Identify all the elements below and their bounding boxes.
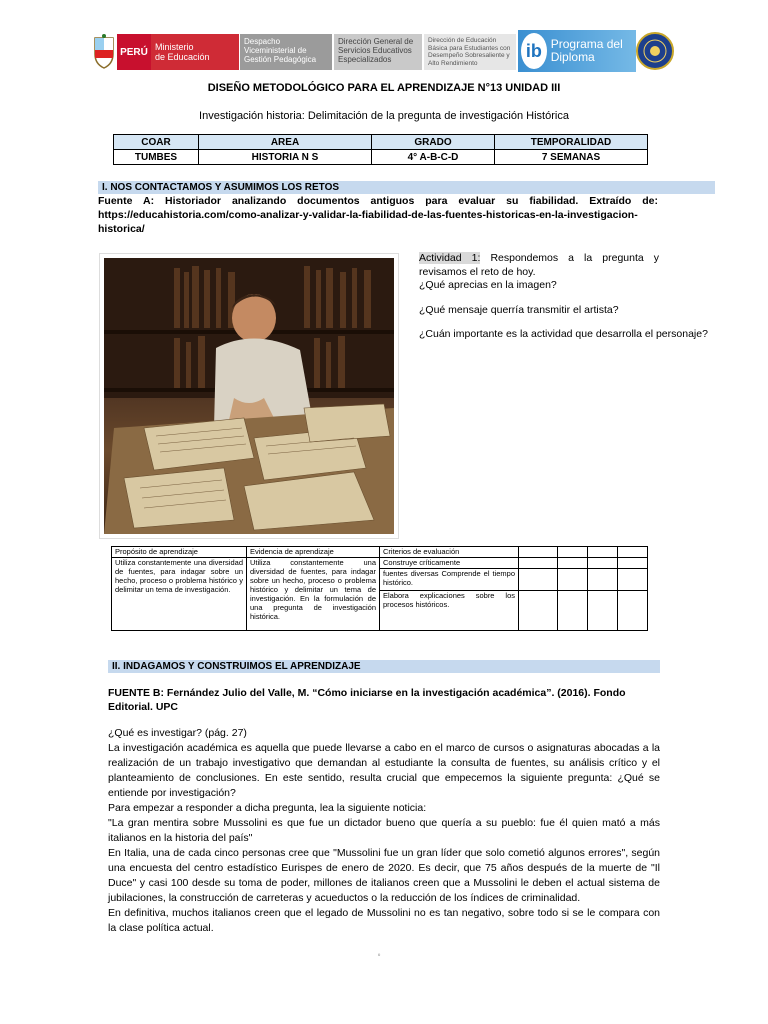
ministerio-logo: Ministerio de Educación <box>151 34 239 70</box>
eval-empty-cell <box>558 547 588 558</box>
page-mark: º <box>378 954 381 960</box>
body-paragraph-5: En definitiva, muchos italianos creen que el legado de Mussolini no es tan negativo, sobre todo si se le compara con la clase política actual. <box>108 907 660 934</box>
eval-header-row <box>112 547 648 558</box>
eval-empty-cell <box>519 547 558 558</box>
body-paragraph-2: Para empezar a responder a dicha pregunta, lea la siguiente noticia: <box>108 802 427 814</box>
document-title: DISEÑO METODOLÓGICO PARA EL APRENDIZAJE N°13 UNIDAD III <box>207 82 561 94</box>
body-quote: "La gran mentira sobre Mussolini es que fue un dictador bueno que quería a su pueblo: fue él quien mató a más italianos en la historia del país" <box>108 817 660 844</box>
eval-empty-cell <box>519 590 558 630</box>
col-grado: GRADO <box>372 135 495 150</box>
info-value-row <box>114 150 648 165</box>
activity-1-intro <box>419 252 659 279</box>
ib-text: Programa del Diploma <box>550 37 623 64</box>
body-paragraph-1: La investigación académica es aquella que puede llevarse a cabo en el marco de cursos o asignaturas abocadas a la realización de un trabajo investigativo que demandan al estudiante la consulta de fuentes, su análisis crítico y el planteamiento de conclusiones. En este sentido, resulta crucial que empecemos la siguiente pregunta: ¿Qué se entiende por investigación? <box>108 742 660 799</box>
eval-empty-cell <box>558 590 588 630</box>
historian-illustration <box>104 258 394 534</box>
direccion-general-logo: Dirección General de Servicios Educativos Especializados <box>334 34 422 70</box>
fuente-b-text: FUENTE B: Fernández Julio del Valle, M. “Cómo iniciarse en la investigación académica”. (2016). Fondo Editorial. UPC <box>108 687 626 713</box>
eval-empty-cell <box>618 547 648 558</box>
col-coar: COAR <box>114 135 199 150</box>
peru-coat-of-arms-logo <box>92 34 116 70</box>
eval-row <box>112 558 648 569</box>
section-1-heading: I. NOS CONTACTAMOS Y ASUMIMOS LOS RETOS <box>98 181 715 194</box>
eval-proposito: Utiliza constantemente una diversidad de fuentes, para indagar sobre un hecho, proceso o problema histórico y delimitar un tema de investigación. <box>112 558 247 631</box>
col-area: AREA <box>199 135 372 150</box>
activity-question-2: ¿Qué mensaje querría transmitir el artista? <box>419 304 619 316</box>
ib-circle-icon: ib <box>521 33 547 69</box>
peru-logo-box: PERÚ <box>117 34 151 70</box>
value-temporalidad: 7 SEMANAS <box>495 150 648 165</box>
activity-question-1: ¿Qué aprecias en la imagen? <box>419 279 557 291</box>
eval-empty-cell <box>618 590 648 630</box>
eval-header-criterios: Criterios de evaluación <box>380 547 519 558</box>
eval-empty-cell <box>558 558 588 569</box>
info-header-row <box>114 135 648 150</box>
eval-empty-cell <box>588 569 618 591</box>
eval-criterio-1: Construye críticamente <box>380 558 519 569</box>
eval-empty-cell <box>519 569 558 591</box>
eval-criterio-2: fuentes diversas Comprende el tiempo histórico. <box>380 569 519 591</box>
activity-question-3: ¿Cuán importante es la actividad que desarrolla el personaje? <box>419 328 708 340</box>
eval-empty-cell <box>618 558 648 569</box>
eval-empty-cell <box>519 558 558 569</box>
ib-diploma-logo <box>518 30 636 72</box>
info-table <box>113 134 648 165</box>
historian-image <box>100 254 398 538</box>
activity-1-label: Actividad 1: <box>419 252 481 264</box>
eval-header-proposito: Propósito de aprendizaje <box>112 547 247 558</box>
despacho-logo: Despacho Viceministerial de Gestión Pedagógica <box>240 34 332 70</box>
direccion-educacion-logo: Dirección de Educación Básica para Estudiantes con Desempeño Sobresaliente y Alto Rendimiento <box>424 34 516 70</box>
eval-empty-cell <box>618 569 648 591</box>
eval-evidencia: Utiliza constantemente una diversidad de fuentes, para indagar sobre un hecho, proceso o problema histórico y delimitar un tema de investigación. En la formulación de una pregunta de investigación histórica. <box>247 558 380 631</box>
value-grado: 4° A-B-C-D <box>372 150 495 165</box>
coar-seal-logo <box>636 32 674 70</box>
value-coar: TUMBES <box>114 150 199 165</box>
body-text <box>108 726 660 936</box>
eval-empty-cell <box>588 547 618 558</box>
evaluation-table <box>111 546 648 631</box>
body-question: ¿Qué es investigar? (pág. 27) <box>108 727 247 739</box>
eval-empty-cell <box>588 558 618 569</box>
eval-empty-cell <box>588 590 618 630</box>
body-paragraph-4: En Italia, una de cada cinco personas cree que "Mussolini fue un gran líder que solo cometió algunos errores", según una encuesta del centro estadístico Eurispes de enero de 2020. Es decir, que 75 años después de la muerte de "Il Duce" y casi 100 desde su toma de poder, millones de italianos creen que a Mussolini le deben el actual sistema de jubilaciones, la construcción de carreteras y acueductos o la reducción de los índices de criminalidad. <box>108 847 660 904</box>
eval-empty-cell <box>558 569 588 591</box>
document-subtitle: Investigación historia: Delimitación de la pregunta de investigación Histórica <box>199 110 569 122</box>
col-temporalidad: TEMPORALIDAD <box>495 135 648 150</box>
eval-header-evidencia: Evidencia de aprendizaje <box>247 547 380 558</box>
value-area: HISTORIA N S <box>199 150 372 165</box>
eval-criterio-3: Elabora explicaciones sobre los procesos históricos. <box>380 590 519 630</box>
fuente-a-text: Fuente A: Historiador analizando documentos antiguos para evaluar su fiabilidad. Extraído de: https://educahistoria.com/como-analizar-y-validar-la-fiabilidad-de-las-fuentes-historicas-en-la-investigacion-historica/ <box>98 195 658 235</box>
section-2-heading: II. INDAGAMOS Y CONSTRUIMOS EL APRENDIZAJE <box>108 660 660 673</box>
activity-1-text: Respondemos a la pregunta y revisamos el reto de hoy. <box>419 252 659 278</box>
activity-1 <box>419 252 659 293</box>
